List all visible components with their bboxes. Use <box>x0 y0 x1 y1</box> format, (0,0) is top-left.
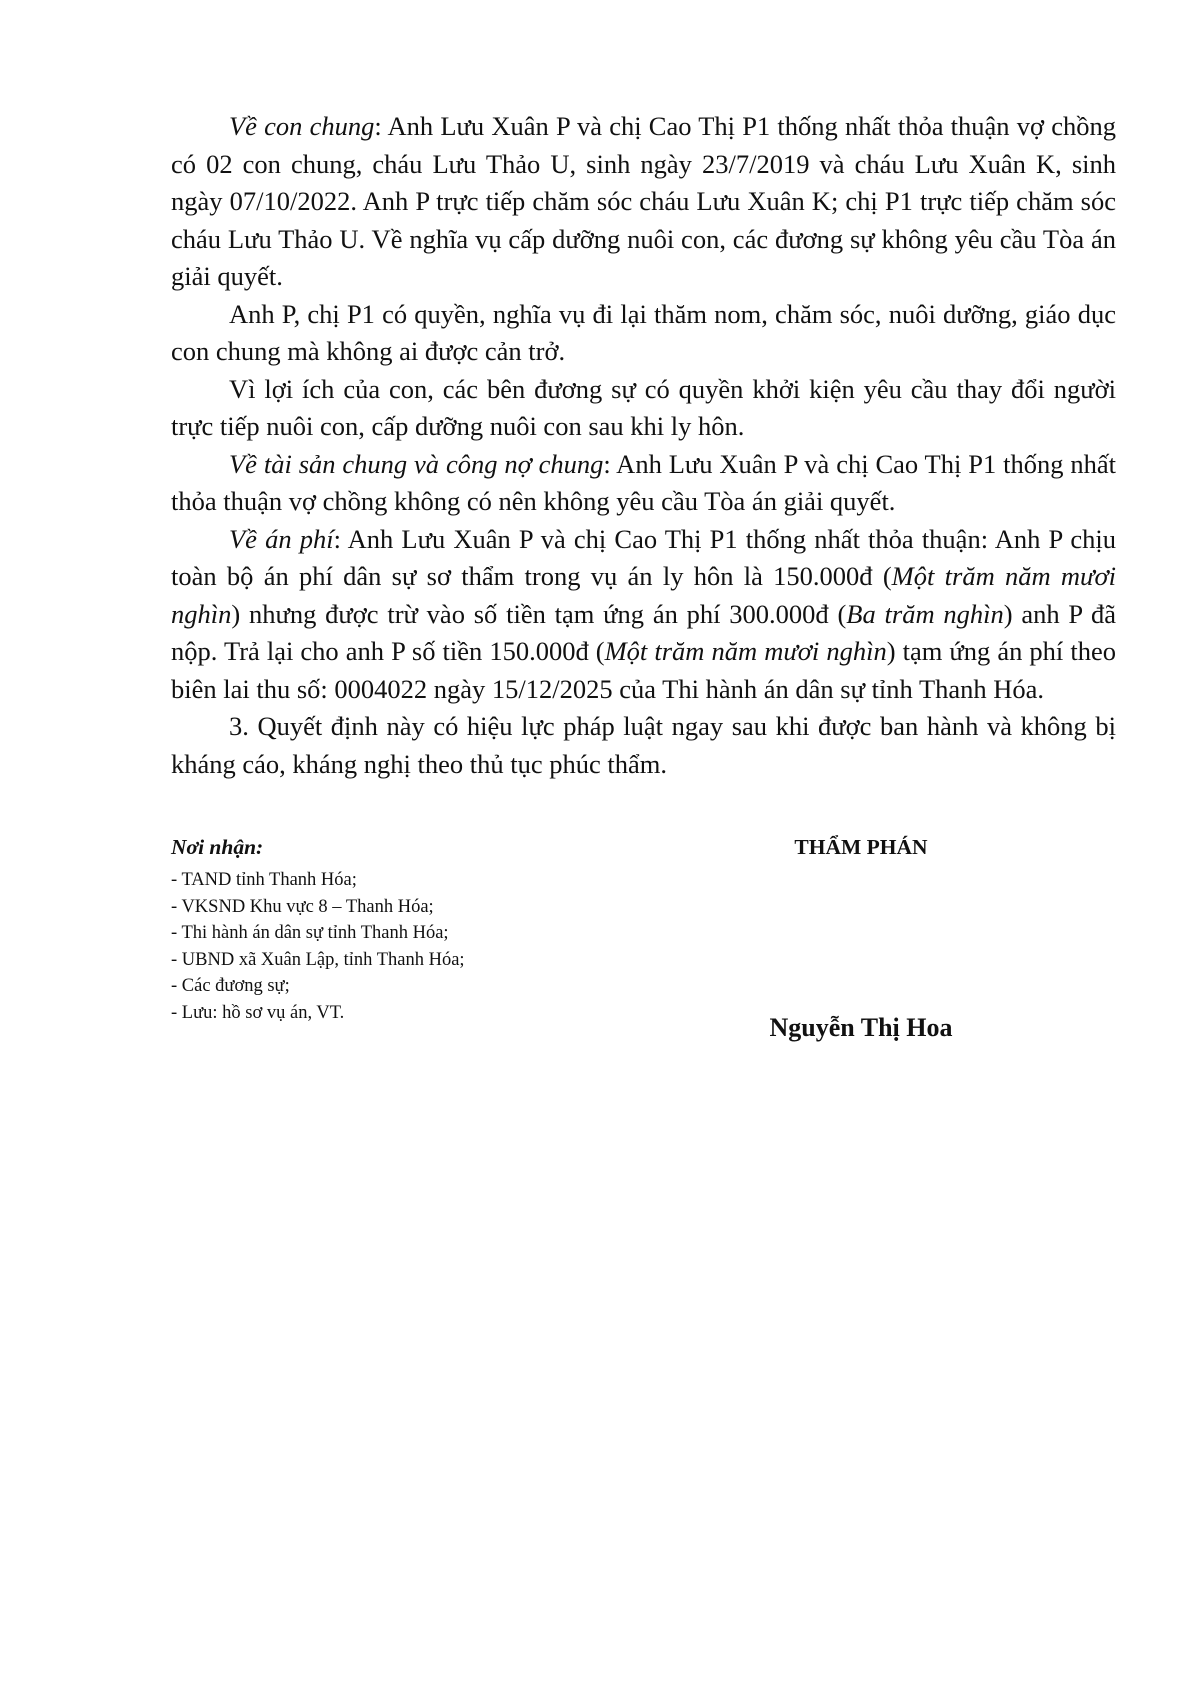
signer-name: Nguyễn Thị Hoa <box>769 1013 953 1042</box>
amount-in-words: Một trăm năm mươi nghìn <box>604 636 887 666</box>
recipients-title: Nơi nhận: <box>171 835 264 859</box>
paragraph-text: ) anh P đã nộp. Trả lại cho anh P số tiền 150.000đ ( <box>171 598 1116 666</box>
paragraph-heading: Về tài sản chung và công nợ chung <box>229 448 604 479</box>
paragraph-text: ) nhưng được trừ vào số tiền tạm ứng án phí 300.000đ ( <box>231 598 847 629</box>
paragraph-text: : Anh Lưu Xuân P và chị Cao Thị P1 thống nhất thỏa thuận vợ chồng không có nên không yêu cầu Tòa án giải quyết. <box>171 448 1116 516</box>
paragraph-property <box>171 446 1116 521</box>
document-body <box>171 108 1116 783</box>
paragraph-change-custody: Vì lợi ích của con, các bên đương sự có quyền khởi kiện yêu cầu thay đổi người trực tiếp nuôi con, cấp dưỡng nuôi con sau khi ly hôn. <box>171 373 1116 441</box>
paragraph-text: : Anh Lưu Xuân P và chị Cao Thị P1 thống nhất thỏa thuận: Anh P chịu toàn bộ án phí dân sự sơ thẩm trong vụ án ly hôn là 150.000đ ( <box>171 523 1117 591</box>
recipients-list <box>171 867 651 1026</box>
paragraph-text: ) tạm ứng án phí theo biên lai thu số: 0004022 ngày 15/12/2025 của Thi hành án dân sự tỉnh Thanh Hóa. <box>171 636 1116 704</box>
recipients-block <box>171 833 651 1026</box>
recipient-item: - UBND xã Xuân Lập, tỉnh Thanh Hóa; <box>171 949 465 970</box>
amount-in-words: Một trăm năm mươi nghìn <box>171 561 1117 629</box>
recipient-item: - Các đương sự; <box>171 976 290 996</box>
signer-title: THẨM PHÁN <box>794 835 928 859</box>
recipient-item: - VKSND Khu vực 8 – Thanh Hóa; <box>171 896 434 917</box>
paragraph-legal-effect: 3. Quyết định này có hiệu lực pháp luật ngay sau khi được ban hành và không bị kháng cáo, kháng nghị theo thủ tục phúc thẩm. <box>171 711 1116 779</box>
paragraph-text: : Anh Lưu Xuân P và chị Cao Thị P1 thống nhất thỏa thuận vợ chồng có 02 con chung, cháu Lưu Thảo U, sinh ngày 23/7/2019 và cháu Lưu Xuân K, sinh ngày 07/10/2022. Anh P trực tiếp chăm sóc cháu Lưu Xuân K; chị P1 trực tiếp chăm sóc cháu Lưu Thảo U. Về nghĩa vụ cấp dưỡng nuôi con, các đương sự không yêu cầu Tòa án giải quyết. <box>171 111 1116 291</box>
document-footer <box>171 833 1116 1042</box>
amount-in-words: Ba trăm nghìn <box>846 598 1004 629</box>
recipient-item: - Lưu: hồ sơ vụ án, VT. <box>171 1002 345 1023</box>
recipient-item: - TAND tỉnh Thanh Hóa; <box>171 870 357 890</box>
signature-block <box>691 833 1031 1045</box>
paragraph-children <box>171 108 1116 296</box>
paragraph-visitation-rights: Anh P, chị P1 có quyền, nghĩa vụ đi lại thăm nom, chăm sóc, nuôi dưỡng, giáo dục con chung mà không ai được cản trở. <box>171 298 1116 366</box>
paragraph-heading: Về con chung <box>229 111 375 141</box>
paragraph-court-fee <box>171 521 1116 709</box>
recipient-item: - Thi hành án dân sự tỉnh Thanh Hóa; <box>171 923 449 943</box>
paragraph-heading: Về án phí <box>229 523 334 554</box>
